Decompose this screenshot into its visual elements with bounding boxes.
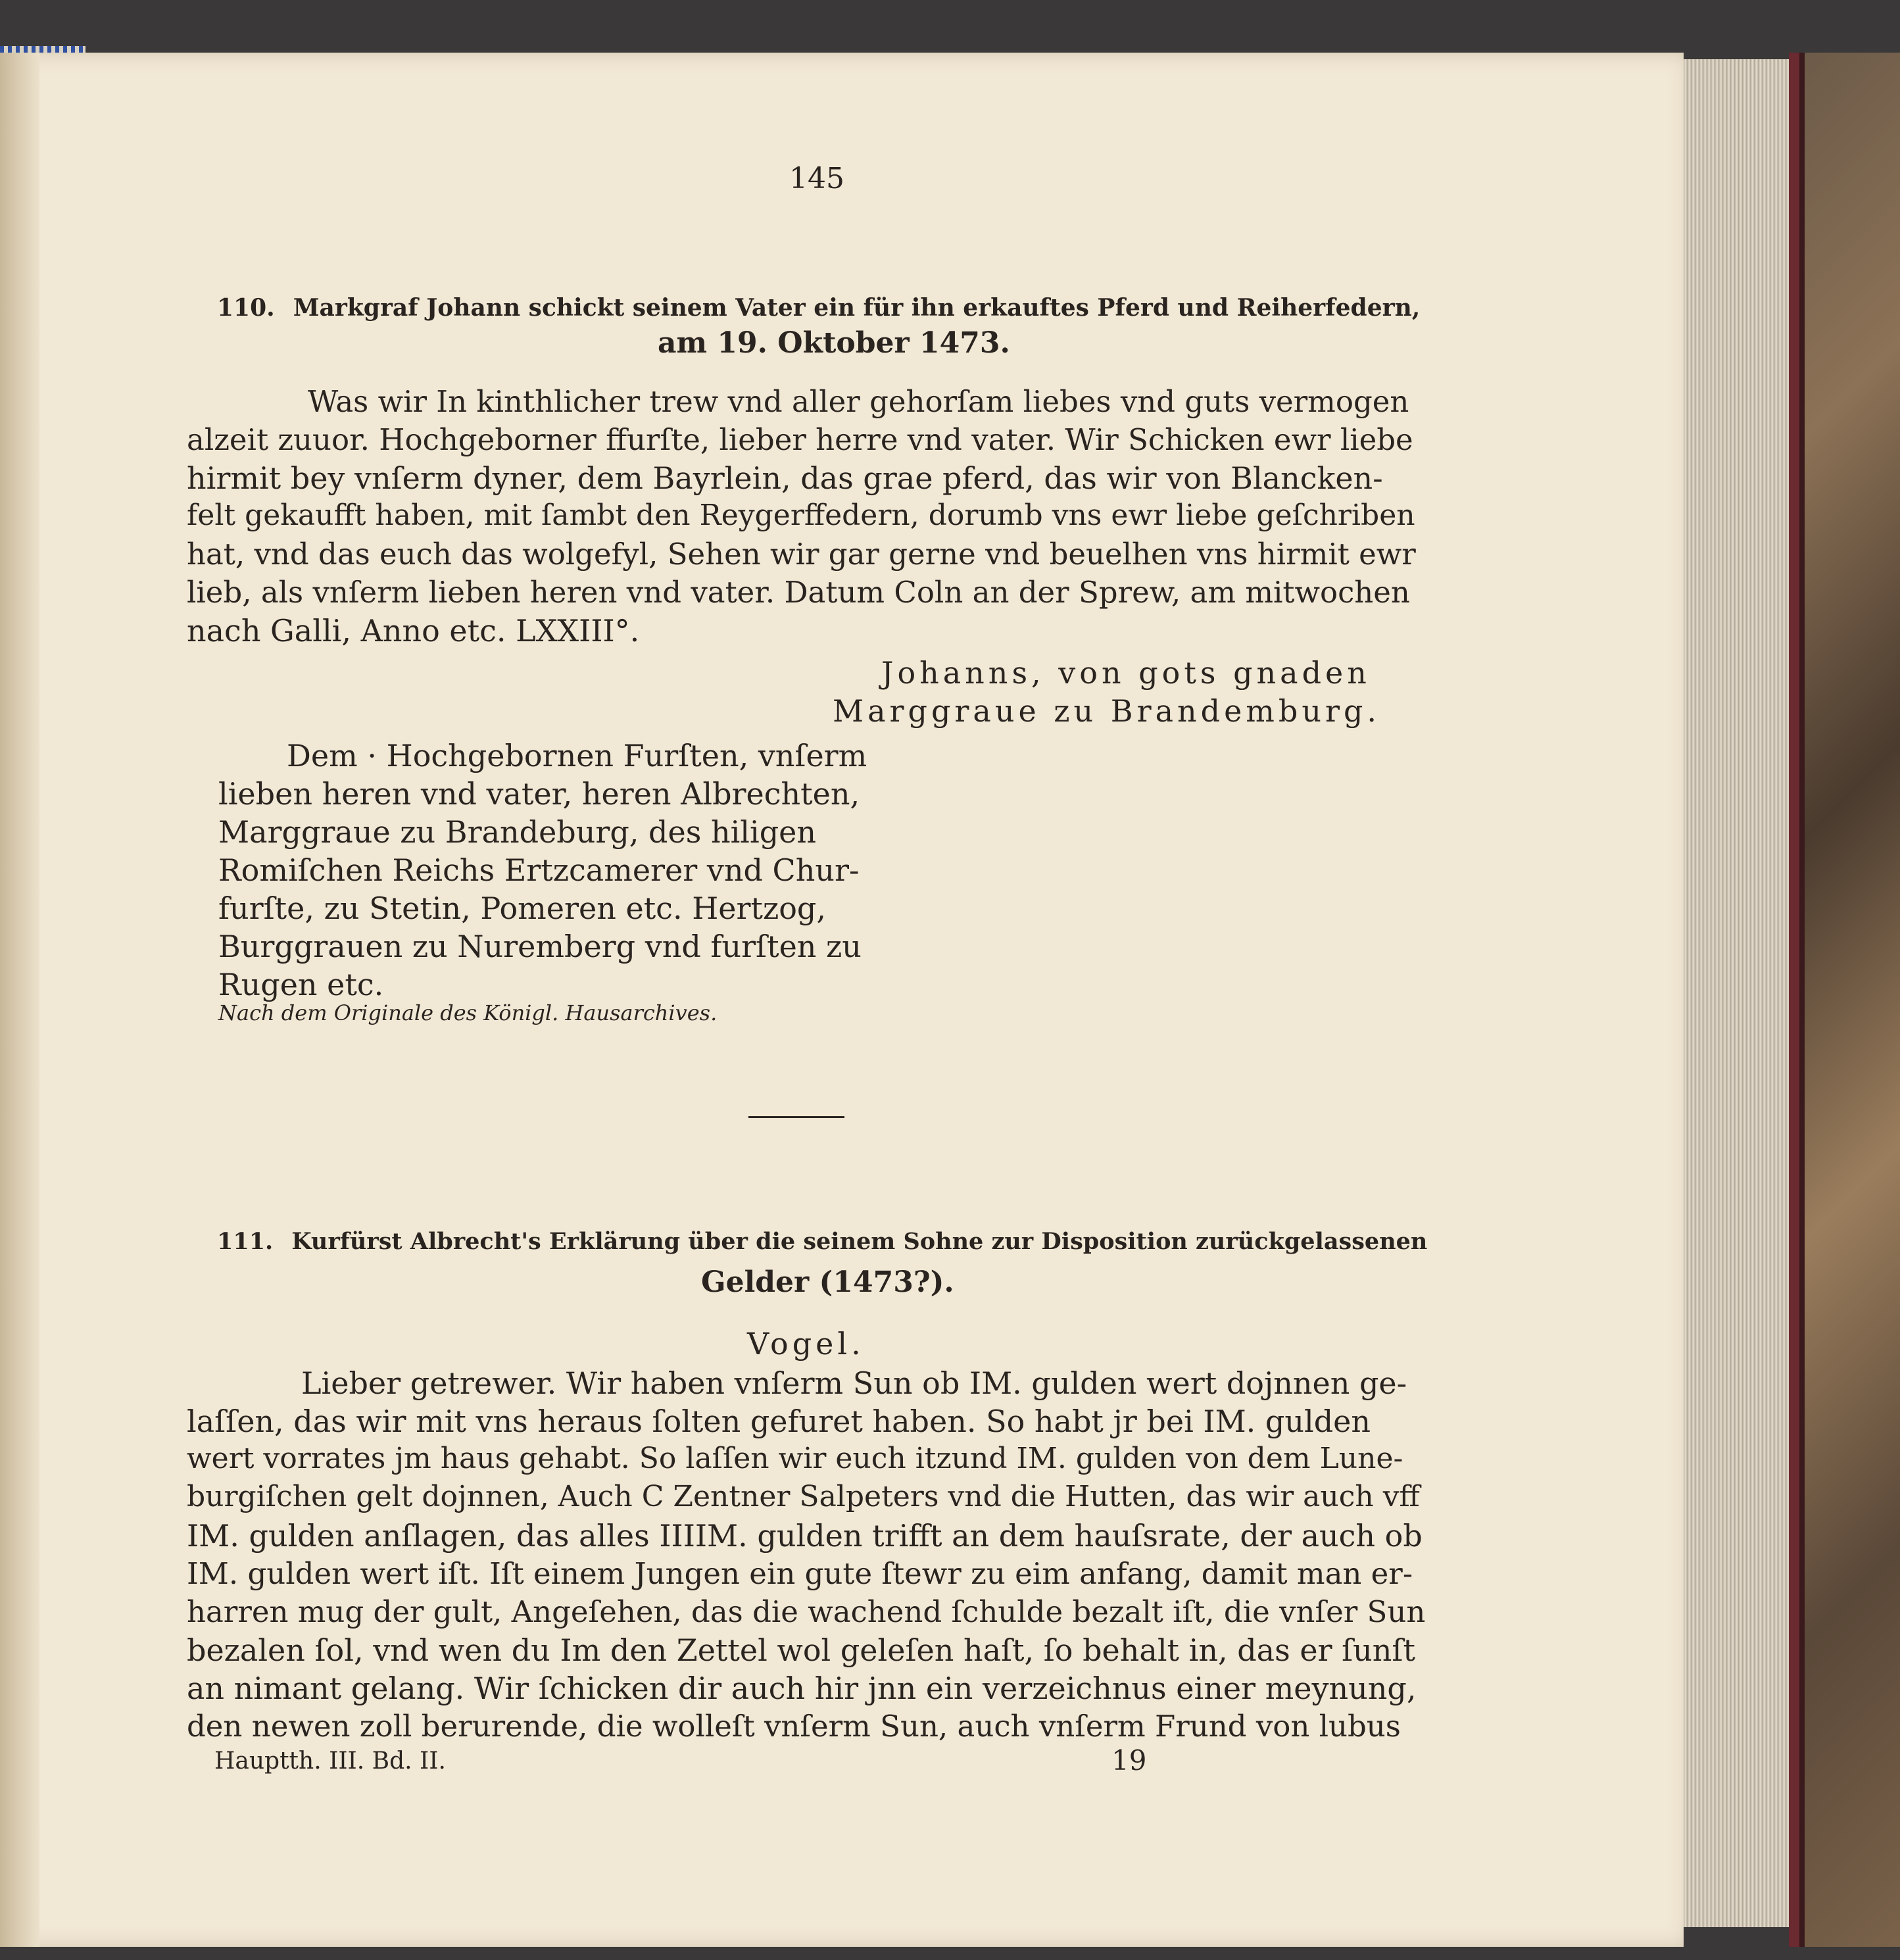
doc-110-number: 110.	[217, 294, 275, 322]
doc-111-line-1: Lieber getrewer. Wir haben vnſerm Sun ob IM. gulden wert dojnnen ge-	[301, 1365, 1407, 1401]
doc-111-line-5: IM. gulden anſlagen, das alles IIIIM. gulden trifft an dem hauſsrate, der auch ob	[187, 1518, 1423, 1554]
doc-111-line-8: bezalen ſol, vnd wen du Im den Zettel wol geleſen haſt, ſo behalt in, das er ſunſt	[187, 1632, 1415, 1668]
doc-111-line-9: an nimant gelang. Wir ſchicken dir auch hir jnn ein verzeichnus einer meynung,	[187, 1671, 1417, 1706]
marbled-cover	[1789, 53, 1900, 1947]
doc-110-line-5: hat, vnd das euch das wolgefyl, Sehen wir gar gerne vnd beuelhen vns hirmit ewr	[187, 537, 1416, 572]
doc-111-line-3: wert vorrates jm haus gehabt. So laſſen wir euch itzund IM. gulden von dem Lune-	[187, 1442, 1403, 1475]
doc-110-address-1: Dem · Hochgebornen Furſten, vnſerm	[287, 738, 867, 773]
doc-110-address-4: Romiſchen Reichs Ertzcamerer vnd Chur-	[218, 852, 860, 888]
doc-110-address-7: Rugen etc.	[218, 967, 384, 1002]
doc-110-heading	[217, 296, 1420, 320]
doc-110-line-4: felt gekaufft haben, mit ſambt den Reygerffedern, dorumb vns ewr liebe geſchriben	[187, 499, 1415, 532]
doc-110-address-5: furſte, zu Stetin, Pomeren etc. Hertzog,	[218, 891, 826, 926]
doc-110-signature-1: Johanns, von gots gnaden	[881, 655, 1371, 691]
cover-spine	[1789, 53, 1799, 1947]
doc-111-line-7: harren mug der gult, Angeſehen, das die wachend ſchulde bezalt iſt, die vnſer Sun	[187, 1594, 1426, 1629]
doc-110-title-line1: Markgraf Johann schickt seinem Vater ein für ihn erkauftes Pferd und Reiherfedern,	[293, 294, 1421, 322]
doc-111-line-2: laſſen, das wir mit vns heraus ſolten gefuret haben. So habt jr bei IM. gulden	[187, 1404, 1371, 1439]
footer-signature-mark: 19	[1111, 1744, 1147, 1776]
doc-110-source-note: Nach dem Originale des Königl. Hausarchives.	[218, 1000, 718, 1025]
doc-110-line-2: alzeit zuuor. Hochgeborner ffurſte, lieber herre vnd vater. Wir Schicken ewr liebe	[187, 422, 1413, 457]
section-divider	[748, 1116, 844, 1118]
page-number: 145	[789, 162, 844, 195]
doc-110-line-6: lieb, als vnſerm lieben heren vnd vater. Datum Coln an der Sprew, am mitwochen	[187, 575, 1410, 610]
doc-110-line-3: hirmit bey vnſerm dyner, dem Bayrlein, das grae pferd, das wir von Blancken-	[187, 460, 1383, 496]
doc-110-title-line2: am 19. Oktober 1473.	[658, 326, 1010, 360]
footer-volume: Hauptth. III. Bd. II.	[214, 1748, 446, 1775]
doc-110-address-3: Marggraue zu Brandeburg, des hiligen	[218, 814, 816, 850]
doc-111-addressee: Vogel.	[747, 1326, 865, 1361]
doc-111-number: 111.	[217, 1228, 274, 1255]
doc-111-line-4: burgiſchen gelt dojnnen, Auch C Zentner Salpeters vnd die Hutten, das wir auch vff	[187, 1480, 1420, 1513]
doc-111-title-line2: Gelder (1473?).	[701, 1265, 954, 1299]
doc-111-line-10: den newen zoll berurende, die wolleſt vnſerm Sun, auch vnſerm Frund von lubus	[187, 1709, 1401, 1744]
doc-110-address-2: lieben heren vnd vater, heren Albrechten,	[218, 776, 860, 812]
doc-110-line-7: nach Galli, Anno etc. LXXIII°.	[187, 613, 640, 649]
doc-111-title-line1: Kurfürst Albrecht's Erklärung über die seinem Sohne zur Disposition zurückgelassenen	[291, 1228, 1428, 1255]
doc-110-line-1: Was wir In kinthlicher trew vnd aller gehorſam liebes vnd guts vermogen	[308, 384, 1409, 419]
doc-110-address-6: Burggrauen zu Nuremberg vnd furſten zu	[218, 929, 862, 964]
doc-110-signature-2: Marggraue zu Brandemburg.	[833, 693, 1381, 729]
cover-edge	[1799, 53, 1805, 1947]
page-edges	[1684, 59, 1789, 1927]
page-gutter	[0, 53, 39, 1947]
doc-111-line-6: IM. gulden wert iſt. Iſt einem Jungen ein gute ſtewr zu eim anfang, damit man er-	[187, 1556, 1413, 1591]
doc-111-heading	[217, 1230, 1427, 1253]
